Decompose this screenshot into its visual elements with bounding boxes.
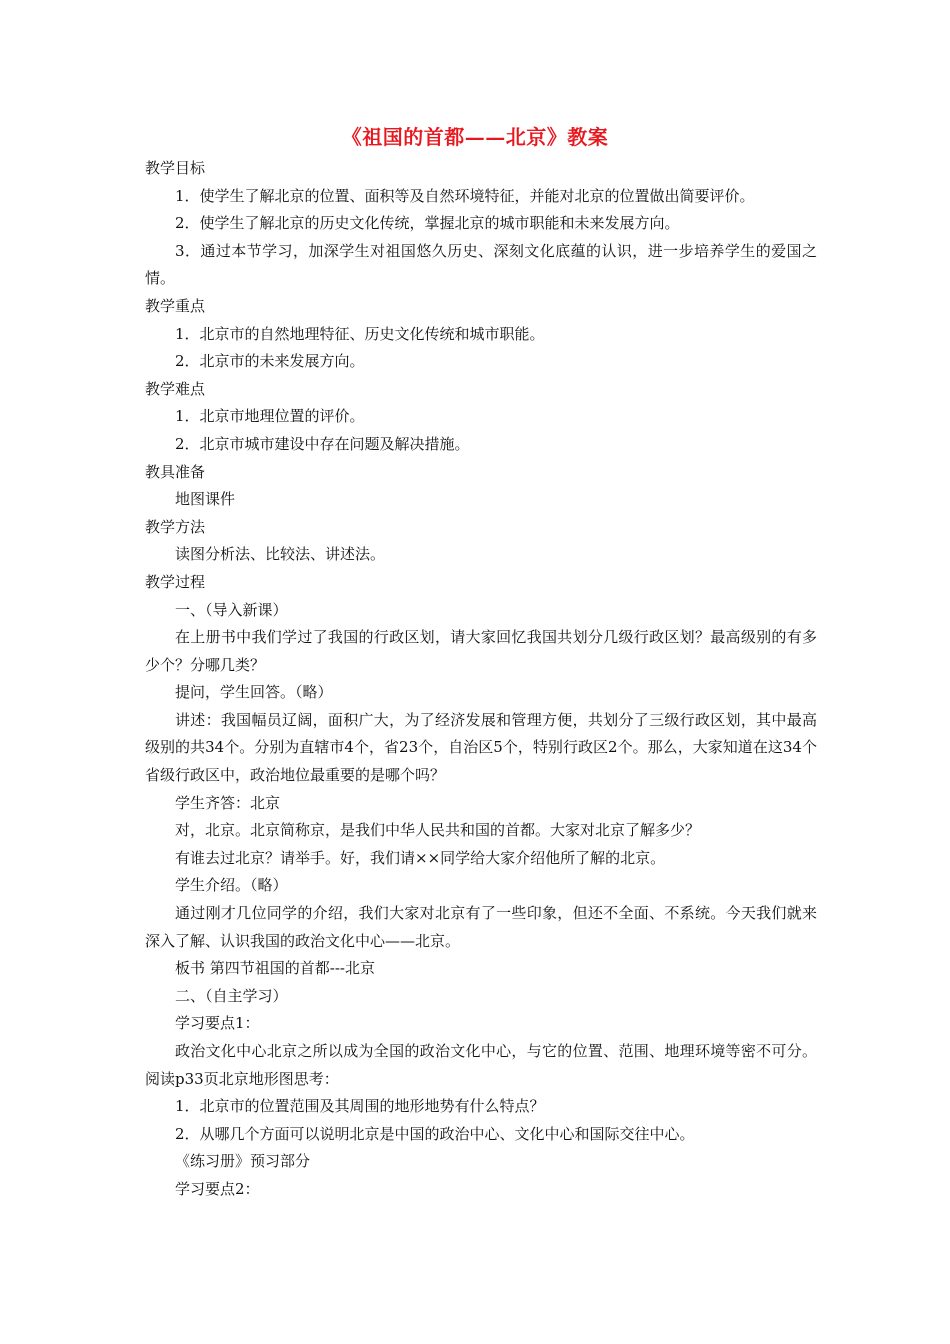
body-paragraph: 在上册书中我们学过了我国的行政区划，请大家回忆我国共划分几级行政区划？最高级别的有多少个？分哪几类？ [145, 628, 817, 674]
body-paragraph: 学生齐答：北京 [175, 793, 281, 812]
body-paragraph: 政治文化中心北京之所以成为全国的政治文化中心，与它的位置、范围、地理环境等密不可分。阅读p33页北京地形图思考： [145, 1042, 817, 1088]
body-paragraph: 有谁去过北京？请举手。好，我们请××同学给大家介绍他所了解的北京。 [175, 848, 666, 867]
body-paragraph: 2．使学生了解北京的历史文化传统，掌握北京的城市职能和未来发展方向。 [175, 214, 680, 233]
body-paragraph: 1．北京市的位置范围及其周围的地形地势有什么特点？ [175, 1097, 545, 1116]
section-heading: 教学过程 [145, 572, 206, 591]
body-paragraph: 学习要点1： [175, 1014, 260, 1033]
body-paragraph: 1．使学生了解北京的位置、面积等及自然环境特征，并能对北京的位置做出简要评价。 [175, 186, 755, 205]
body-paragraph: 1．北京市的自然地理特征、历史文化传统和城市职能。 [175, 324, 545, 343]
body-paragraph: 二、（自主学习） [175, 986, 288, 1005]
body-paragraph: 对，北京。北京简称京，是我们中华人民共和国的首都。大家对北京了解多少？ [175, 821, 701, 840]
body-paragraph: 2．北京市的未来发展方向。 [175, 352, 365, 371]
body-paragraph: 讲述：我国幅员辽阔，面积广大，为了经济发展和管理方便，共划分了三级行政区划，其中最高级别的共34个。分别为直辖市4个，省23个，自治区5个，特别行政区2个。那么，大家知道在这34个省级行政区中，政治地位最重要的是哪个吗？ [145, 710, 817, 785]
body-paragraph: 通过刚才几位同学的介绍，我们大家对北京有了一些印象，但还不全面、不系统。今天我们就来深入了解、认识我国的政治文化中心——北京。 [145, 904, 817, 950]
body-paragraph: 3．通过本节学习，加深学生对祖国悠久历史、深刻文化底蕴的认识，进一步培养学生的爱国之情。 [145, 241, 817, 288]
section-heading: 教学目标 [145, 159, 206, 177]
body-paragraph: 板书 第四节祖国的首都---北京 [175, 959, 375, 978]
section-heading: 教学重点 [145, 296, 206, 315]
body-paragraph: 一、（导入新课） [175, 600, 288, 619]
body-paragraph: 2．北京市城市建设中存在问题及解决措施。 [175, 434, 470, 453]
section-heading: 教学方法 [145, 517, 206, 536]
document-title: 《祖国的首都——北京》教案 [341, 125, 609, 149]
body-paragraph: 学生介绍。（略） [175, 876, 288, 895]
body-paragraph: 提问，学生回答。（略） [175, 683, 333, 702]
body-paragraph: 1．北京市地理位置的评价。 [175, 407, 365, 426]
body-paragraph: 读图分析法、比较法、讲述法。 [175, 545, 386, 564]
body-paragraph: 学习要点2： [175, 1179, 260, 1198]
document-body [145, 155, 817, 1204]
body-paragraph: 2．从哪几个方面可以说明北京是中国的政治中心、文化中心和国际交往中心。 [175, 1124, 695, 1143]
section-heading: 教具准备 [145, 462, 206, 481]
section-heading: 教学难点 [145, 379, 206, 398]
body-paragraph: 《练习册》预习部分 [175, 1152, 311, 1171]
body-paragraph: 地图课件 [175, 490, 236, 509]
